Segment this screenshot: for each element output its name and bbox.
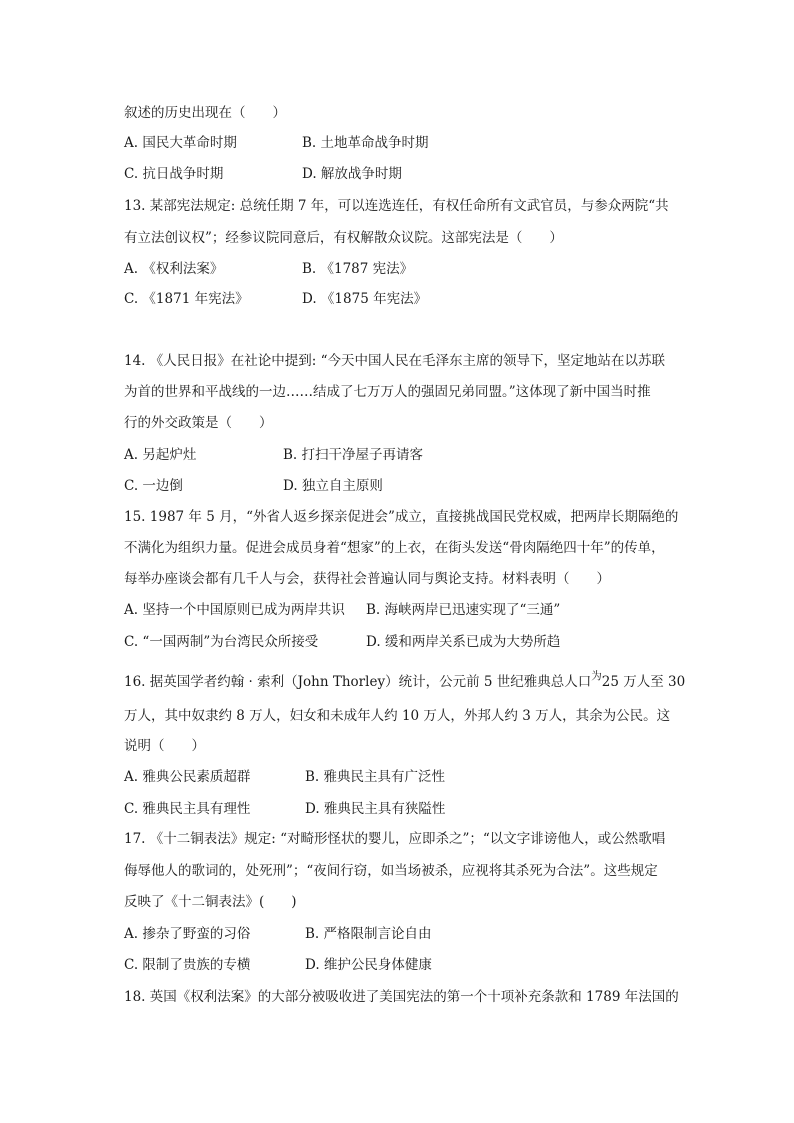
option-a: A. 《权利法案》 xyxy=(124,261,224,277)
option-a: A. 国民大革命时期 xyxy=(124,135,237,151)
option-d: D. 维护公民身体健康 xyxy=(305,957,432,973)
option-c: C. 限制了贵族的专横 xyxy=(124,957,251,973)
option-a: A. 掺杂了野蛮的习俗 xyxy=(124,926,251,942)
option-c: C. 一边倒 xyxy=(124,478,183,494)
question-17-stem: 17. 《十二铜表法》规定: “对畸形怪状的婴儿，应即杀之”；“以文字诽谤他人，或公然歌唱 xyxy=(124,831,666,847)
option-c: C. 《1871 年宪法》 xyxy=(124,291,249,307)
option-a: A. 雅典公民素质超群 xyxy=(124,769,251,785)
question-16-stem xyxy=(124,672,685,693)
option-c: C. “一国两制”为台湾民众所接受 xyxy=(124,634,319,650)
option-b: B. 土地革命战争时期 xyxy=(302,135,429,151)
question-16-stem: 说明（ ） xyxy=(124,738,205,754)
question-16-stem: 万人，其中奴隶约 8 万人，妇女和未成年人约 10 万人，外邦人约 3 万人，其余为公民。这 xyxy=(124,708,671,724)
question-14-stem: 14. 《人民日报》在社论中提到: “今天中国人民在毛泽东主席的领导下，坚定地站在以苏联 xyxy=(124,353,666,369)
option-d: D. 《1875 年宪法》 xyxy=(302,291,428,307)
option-d: D. 解放战争时期 xyxy=(302,166,402,182)
option-b: B. 严格限制言论自由 xyxy=(305,926,432,942)
option-b: B. 打扫干净屋子再请客 xyxy=(283,447,424,463)
superscript-char: 为 xyxy=(591,670,602,682)
question-14-stem: 行的外交政策是（ ） xyxy=(124,415,273,431)
option-a: A. 另起炉灶 xyxy=(124,447,197,463)
question-15-stem: 不满化为组织力量。促进会成员身着“想家”的上衣，在街头发送“骨肉隔绝四十年”的传单， xyxy=(124,540,665,556)
option-d: D. 缓和两岸关系已成为大势所趋 xyxy=(366,634,561,650)
option-d: D. 雅典民主具有狭隘性 xyxy=(305,801,446,817)
question-17-stem: 侮辱他人的歌词的，处死刑”；“夜间行窃，如当场被杀，应视将其杀死为合法”。这些规定 xyxy=(124,863,658,879)
question-13-stem: 13. 某部宪法规定: 总统任期 7 年，可以连选连任，有权任命所有文武官员，与参众两院“共 xyxy=(124,198,669,214)
option-b: B. 《1787 宪法》 xyxy=(302,261,414,277)
question-stem-line: 叙述的历史出现在（ ） xyxy=(124,105,286,121)
question-15-stem: 15. 1987 年 5 月，“外省人返乡探亲促进会”成立，直接挑战国民党权威，把两岸长期隔绝的 xyxy=(124,509,679,525)
question-17-stem: 反映了《十二铜表法》( ) xyxy=(124,894,297,910)
option-d: D. 独立自主原则 xyxy=(283,478,383,494)
question-18-stem: 18. 英国《权利法案》的大部分被吸收进了美国宪法的第一个十项补充条款和 1789 年法国的 xyxy=(124,989,679,1005)
option-b: B. 雅典民主具有广泛性 xyxy=(305,769,446,785)
question-15-stem: 每举办座谈会都有几千人与会，获得社会普遍认同与舆论支持。材料表明（ ） xyxy=(124,571,610,587)
option-c: C. 雅典民主具有理性 xyxy=(124,801,251,817)
option-a: A. 坚持一个中国原则已成为两岸共识 xyxy=(124,602,345,618)
question-14-stem: 为首的世界和平战线的一边……结成了七万万人的强固兄弟同盟。”这体现了新中国当时推 xyxy=(124,384,651,400)
option-b: B. 海峡两岸已迅速实现了“三通” xyxy=(366,602,561,618)
question-16-stem-part: 25 万人至 30 xyxy=(601,674,686,690)
question-16-stem-part: 16. 据英国学者约翰 · 索利（John Thorley）统计，公元前 5 世纪雅典总人口 xyxy=(124,674,592,690)
option-c: C. 抗日战争时期 xyxy=(124,166,224,182)
question-13-stem: 有立法创议权”；经参议院同意后，有权解散众议院。这部宪法是（ ） xyxy=(124,230,563,246)
